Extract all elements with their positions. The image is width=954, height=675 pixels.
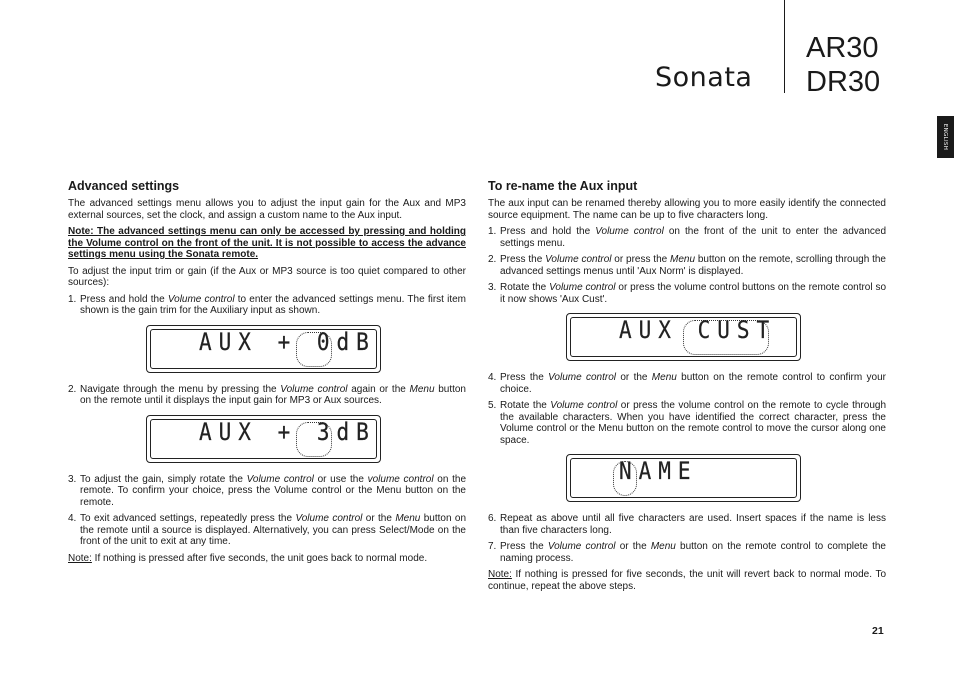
step-text: Press and hold the Volume control to enter the advanced settings menu. The first item shown is the gain trim for the Auxiliary input as shown. <box>80 293 467 316</box>
left-note <box>68 553 466 565</box>
model-ar30: AR30 <box>806 32 879 64</box>
lcd-display <box>566 313 886 363</box>
advanced-settings-warning: Note: The advanced settings menu can only be accessed by pressing and holding the Volume control on the front of the unit. It is not possible to access the advance settings menu using the Sonata remote. <box>68 226 466 260</box>
lcd-text: NAME <box>619 456 698 485</box>
lcd-display <box>566 454 886 504</box>
step-item <box>488 541 886 564</box>
step-item <box>488 513 886 536</box>
trim-intro: To adjust the input trim or gain (if the Aux or MP3 source is too quiet compared to other sources): <box>68 265 466 288</box>
step-number: 2. <box>488 254 497 265</box>
left-column <box>68 179 466 569</box>
note-label: Note: <box>488 569 512 580</box>
step-item <box>68 474 466 509</box>
right-note <box>488 569 886 592</box>
step-number: 4. <box>488 372 497 383</box>
lcd-text: AUX + 3dB <box>199 417 376 446</box>
step-text: To exit advanced settings, repeatedly press the Volume control or the Menu button on the remote until a source is displayed. Alternatively, you can press Select/Mode on the front of the unit to exit at any time. <box>80 513 467 547</box>
step-number: 4. <box>68 513 77 524</box>
step-item <box>68 294 466 317</box>
lcd-text: AUX + 0dB <box>199 327 376 356</box>
rename-heading: To re-name the Aux input <box>488 179 638 193</box>
lcd-display <box>146 415 466 465</box>
note-label: Note: <box>68 552 92 564</box>
step-text: Press the Volume control or the Menu button on the remote control to complete the naming process. <box>500 541 886 564</box>
step-number: 3. <box>68 473 77 485</box>
step-text: Press and hold the Volume control on the front of the unit to enter the advanced settings menu. <box>500 226 887 249</box>
step-number: 1. <box>488 226 497 237</box>
header-divider <box>784 0 785 93</box>
step-number: 1. <box>68 293 77 305</box>
language-tab-label: ENGLISH <box>942 123 949 151</box>
step-number: 5. <box>488 400 497 411</box>
model-dr30: DR30 <box>806 66 881 98</box>
step-text: Rotate the Volume control or press the volume control on the remote to cycle through the available characters. When you have identified the correct character, press the Volume control or the Menu button on the remote control to move the cursor along one space. <box>500 400 887 446</box>
right-column <box>488 179 886 597</box>
advanced-settings-heading: Advanced settings <box>68 179 180 193</box>
step-text: Press the Volume control or the Menu button on the remote control to confirm your choice. <box>500 372 886 395</box>
sonata-logo: Sonata <box>655 62 753 93</box>
rename-intro: The aux input can be renamed thereby allowing you to more easily identify the connected source equipment. The name can be up to five characters long. <box>488 198 886 221</box>
step-item <box>488 372 886 395</box>
advanced-settings-intro: The advanced settings menu allows you to adjust the input gain for the Aux and MP3 external sources, set the clock, and assign a custom name to the Aux input. <box>68 198 466 221</box>
step-item <box>488 400 886 446</box>
step-text: To adjust the gain, simply rotate the Volume control or use the volume control on the remote. To confirm your choice, press the Volume control or the Menu button on the remote. <box>80 473 467 508</box>
step-number: 7. <box>488 541 497 552</box>
step-item <box>488 254 886 277</box>
step-number: 6. <box>488 513 497 524</box>
step-text: Rotate the Volume control or press the volume control buttons on the remote control so it now shows 'Aux Cust'. <box>500 282 887 305</box>
step-item <box>68 384 466 407</box>
step-text: Repeat as above until all five characters are used. Insert spaces if the name is less than five characters long. <box>500 513 886 536</box>
step-item <box>488 226 886 249</box>
step-item <box>68 513 466 548</box>
note-text: If nothing is pressed after five seconds, the unit goes back to normal mode. <box>91 552 428 564</box>
page-number: 21 <box>872 625 884 637</box>
language-tab <box>937 116 954 158</box>
step-text: Press the Volume control or press the Menu button on the remote, scrolling through the advanced settings menus until 'Aux Norm' is displayed. <box>500 254 886 277</box>
step-number: 3. <box>488 282 497 293</box>
step-text: Navigate through the menu by pressing the Volume control again or the Menu button on the remote until it displays the input gain for MP3 or Aux sources. <box>80 383 466 406</box>
lcd-display <box>146 325 466 375</box>
step-item <box>488 282 886 305</box>
lcd-text: AUX CUST <box>619 315 777 344</box>
note-text: If nothing is pressed for five seconds, the unit will revert back to normal mode. To continue, repeat the above steps. <box>488 569 886 592</box>
step-number: 2. <box>68 383 77 395</box>
